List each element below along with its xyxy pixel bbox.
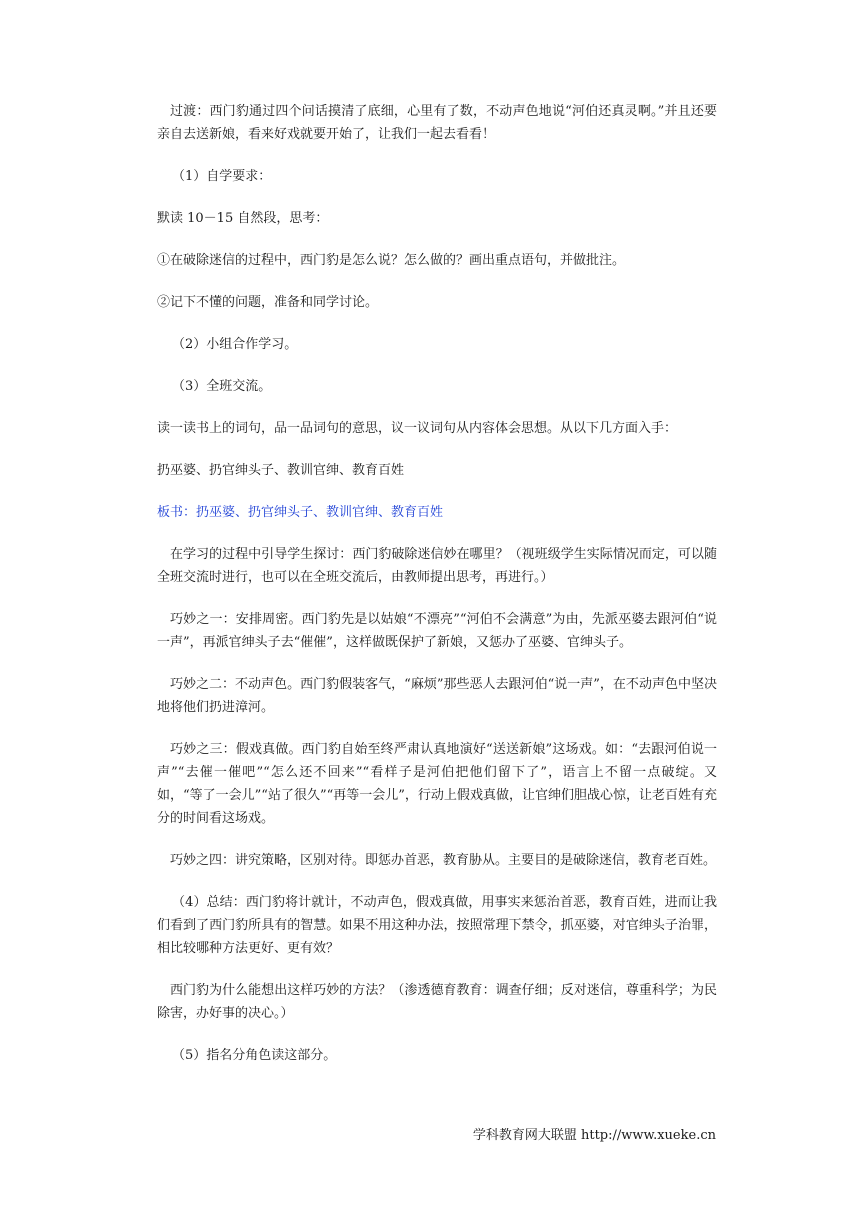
group-study-line: （2）小组合作学习。 [172,337,298,352]
summary-paragraph: （4）总结：西门豹将计就计，不动声色，假戏真做，用事实来惩治首恶，教育百姓，进而让我们看到了西门豹所具有的智慧。如果不用这种办法，按照常理下禁令，抓巫婆，对官绅头子治罪，相比较哪种方法更好、更有效？ [157,895,717,956]
clever-point-2: 巧妙之二：不动声色。西门豹假装客气，“麻烦”那些恶人去跟河伯“说一声”，在不动声色中坚决地将他们扔进漳河。 [157,677,717,715]
board-writing: 板书：扔巫婆、扔官绅头子、教训官绅、教育百姓 [157,505,444,520]
clever-point-3: 巧妙之三：假戏真做。西门豹自始至终严肃认真地演好“送送新娘”这场戏。如：“去跟河伯说一声”“去催一催吧”“怎么还不回来”“看样子是河伯把他们留下了”，语言上不留一点破绽。又如，“等了一会儿”“站了很久”“再等一会儿”，行动上假戏真做，让官绅们胆战心惊，让老百姓有充分的时间看这场戏。 [157,742,717,826]
clever-point-4: 巧妙之四：讲究策略，区别对待。即惩办首恶，教育胁从。主要目的是破除迷信，教育老百姓。 [170,853,717,868]
guide-paragraph: 在学习的过程中引导学生探讨：西门豹破除迷信妙在哪里？（视班级学生实际情况而定，可以随全班交流时进行，也可以在全班交流后，由教师提出思考，再进行。） [157,547,717,585]
question-2: ②记下不懂的问题，准备和同学讨论。 [157,295,379,310]
clever-point-1: 巧妙之一：安排周密。西门豹先是以姑娘“不漂亮”“河伯不会满意”为由，先派巫婆去跟河伯“说一声”，再派官绅头子去“催催”，这样做既保护了新娘，又惩办了巫婆、官绅头子。 [157,612,717,650]
transition-paragraph: 过渡：西门豹通过四个问话摸清了底细，心里有了数，不动声色地说“河伯还真灵啊。”并且还要亲自去送新娘，看来好戏就要开始了，让我们一起去看看！ [157,104,717,142]
role-reading-line: （5）指名分角色读这部分。 [172,1048,337,1063]
read-task-line: 默读 10－15 自然段，思考： [157,211,329,226]
aspects-line: 扔巫婆、扔官绅头子、教训官绅、教育百姓 [157,463,405,478]
question-1: ①在破除迷信的过程中，西门豹是怎么说？怎么做的？画出重点语句，并做批注。 [157,253,626,268]
instruction-line: 读一读书上的词句，品一品词句的意思，议一议词句从内容体会思想。从以下几方面入手： [157,421,678,436]
page-footer: 学科教育网大联盟 http://www.xueke.cn [472,1128,716,1143]
class-exchange-line: （3）全班交流。 [172,379,272,394]
document-body [157,100,717,1067]
why-paragraph: 西门豹为什么能想出这样巧妙的方法？（渗透德育教育：调查仔细；反对迷信，尊重科学；为民除害，办好事的决心。） [157,983,717,1021]
self-study-heading: （1）自学要求： [172,169,272,184]
